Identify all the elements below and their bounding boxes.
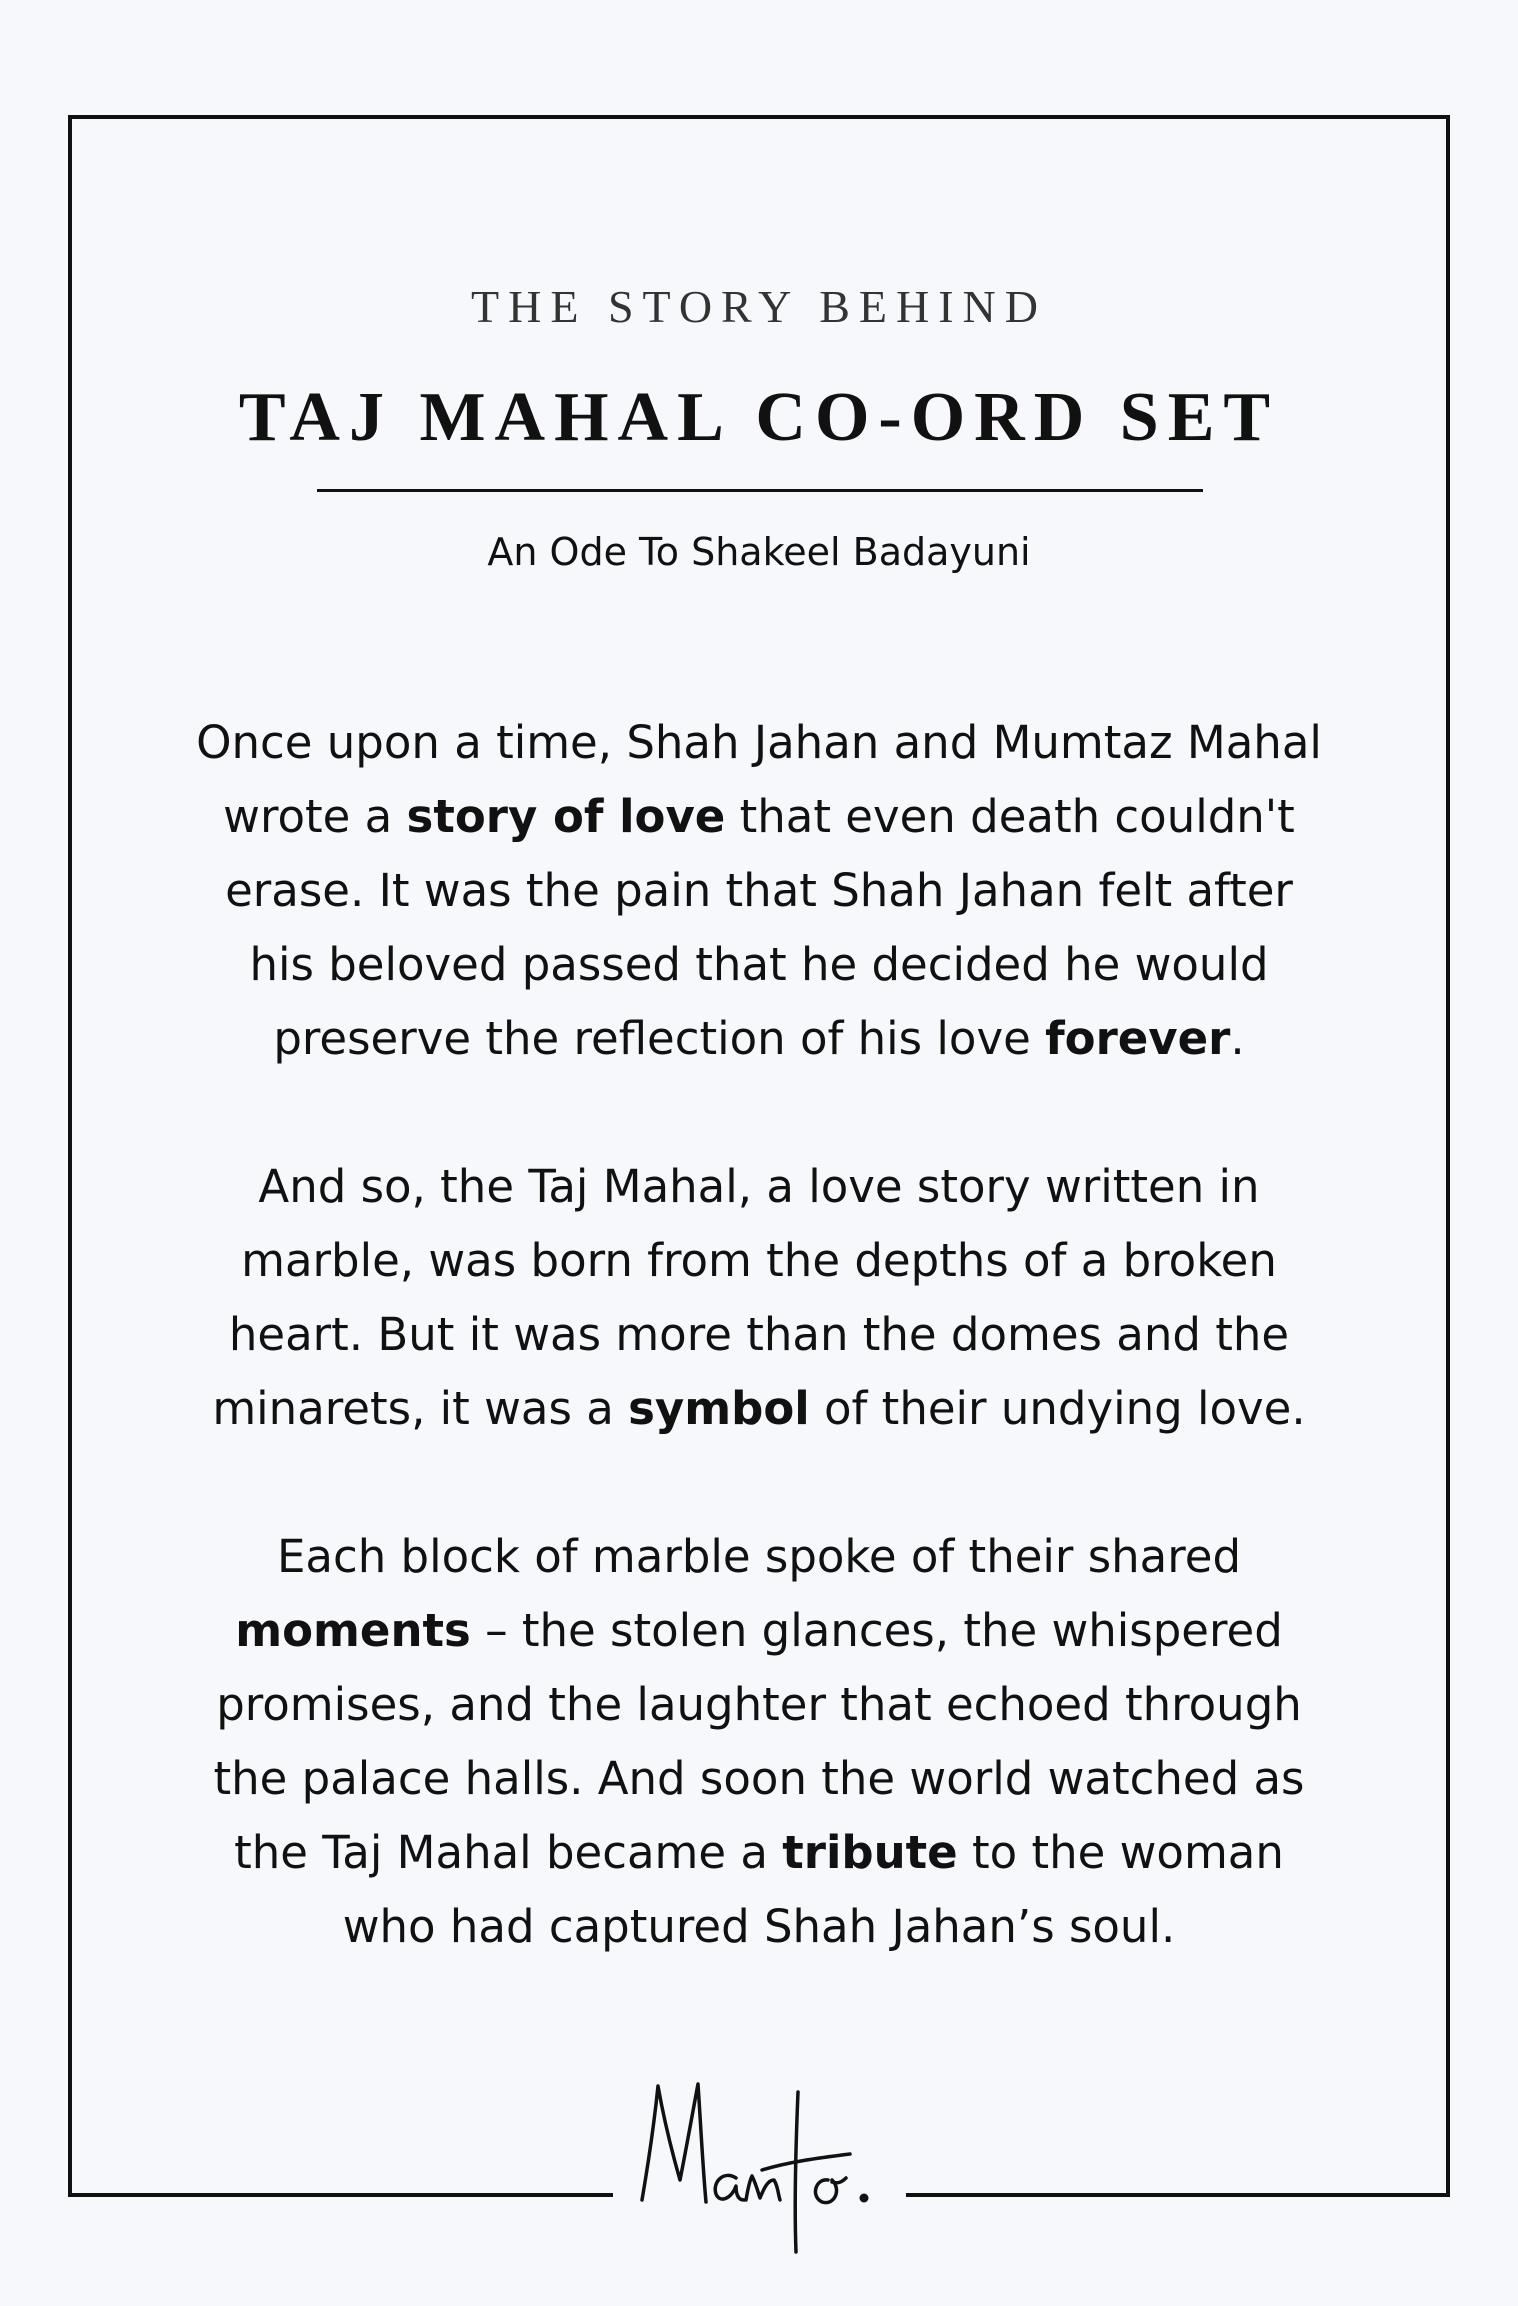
story-body: [190, 706, 1328, 1964]
title-divider: [317, 489, 1203, 492]
emphasis-tribute: tribute: [782, 1826, 958, 1879]
page-title: TAJ MAHAL CO-ORD SET: [238, 379, 1280, 456]
emphasis-forever: forever: [1045, 1012, 1231, 1065]
story-paragraph-3: Each block of marble spoke of their shared moments – the stolen glances, the whispered promises, and the laughter that echoed through the palace halls. And soon the world watched as the Taj Mahal became a tribute to the woman who had captured Shah Jahan’s soul.: [213, 1530, 1305, 1953]
brand-logo: [628, 2070, 893, 2270]
emphasis-moments: moments: [235, 1604, 471, 1657]
frame-border-bottom-left: [68, 2193, 613, 2197]
kicker-heading: THE STORY BEHIND: [471, 281, 1047, 332]
story-paragraph-2: And so, the Taj Mahal, a love story written in marble, was born from the depths of a broken heart. But it was more than the domes and the minarets, it was a symbol of their undying love.: [212, 1160, 1306, 1435]
emphasis-story-of-love: story of love: [406, 790, 726, 843]
frame-border-top: [68, 115, 1450, 119]
emphasis-symbol: symbol: [628, 1382, 810, 1435]
frame-border-bottom-right: [906, 2193, 1450, 2197]
story-paragraph-1: Once upon a time, Shah Jahan and Mumtaz Mahal wrote a story of love that even death couldn't erase. It was the pain that Shah Jahan felt after his beloved passed that he decided he would preserve the reflection of his love forever.: [196, 716, 1322, 1065]
page-subtitle: An Ode To Shakeel Badayuni: [487, 530, 1031, 574]
